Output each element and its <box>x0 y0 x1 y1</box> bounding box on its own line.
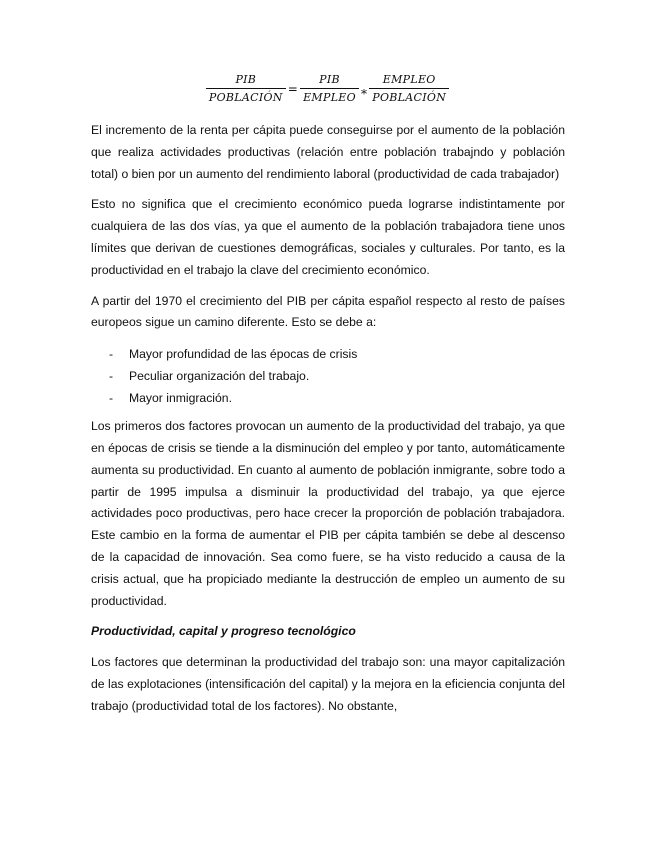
list-item-text: Mayor inmigración. <box>129 391 232 406</box>
denominator: POBLACIÓN <box>206 88 286 104</box>
list-item-text: Mayor profundidad de las épocas de crisis <box>129 347 358 362</box>
paragraph: A partir del 1970 el crecimiento del PIB per cápita español respecto al resto de países europeos sigue un camino diferente. Esto se debe a: <box>91 293 565 330</box>
equals-sign: = <box>287 81 299 96</box>
formula <box>0 73 655 104</box>
fraction-pib-poblacion <box>206 73 286 104</box>
list-item <box>91 387 565 409</box>
paragraph: Los primeros dos factores provocan un aumento de la productividad del trabajo, ya que en épocas de crisis se tiende a la disminución del empleo y por tanto, automáticamente aumenta su productividad. En cuanto al aumento de población inmigrante, sobre todo a partir de 1995 impulsa a disminuir la productividad del trabajo, ya que ejerce actividades poco productivas, pero hace crecer la proporción de población trabajadora. Este cambio en la forma de aumentar el PIB per cápita también se debe al descenso de la capacidad de innovación. Sea como fuere, se ha visto reducido a causa de la crisis actual, que ha propiciado mediante la destrucción de empleo un aumento de su productividad. <box>91 419 565 608</box>
fraction-empleo-poblacion <box>369 73 449 104</box>
dash-bullet: - <box>109 369 114 384</box>
multiply-sign: * <box>360 86 368 101</box>
body-text <box>91 120 565 727</box>
denominator: EMPLEO <box>300 88 359 104</box>
numerator: PIB <box>235 73 257 86</box>
paragraph: Esto no significa que el crecimiento económico pueda lograrse indistintamente por cualquiera de las dos vías, ya que el aumento de la población trabajadora tiene unos límites que derivan de cuestiones demográficas, sociales y culturales. Por tanto, es la productividad en el trabajo la clave del crecimiento económico. <box>91 197 565 277</box>
paragraph: Los factores que determinan la productividad del trabajo son: una mayor capitalización de las explotaciones (intensificación del capital) y la mejora en la eficiencia conjunta del trabajo (productividad total de los factores). No obstante, <box>91 655 565 713</box>
numerator: PIB <box>319 73 340 86</box>
fraction-pib-empleo <box>300 73 359 104</box>
paragraph: El incremento de la renta per cápita puede conseguirse por el aumento de la población que realiza actividades productivas (relación entre población trabajndo y población total) o bien por un aumento del rendimiento laboral (productividad de cada trabajador) <box>91 123 565 181</box>
numerator: EMPLEO <box>382 73 436 86</box>
list-item <box>91 343 565 365</box>
denominator: POBLACIÓN <box>369 88 449 104</box>
list-item <box>91 365 565 387</box>
section-heading: Productividad, capital y progreso tecnológico <box>91 624 356 639</box>
dash-bullet: - <box>109 391 114 406</box>
bullet-list <box>91 343 565 409</box>
list-item-text: Peculiar organización del trabajo. <box>129 369 310 384</box>
dash-bullet: - <box>109 347 114 362</box>
